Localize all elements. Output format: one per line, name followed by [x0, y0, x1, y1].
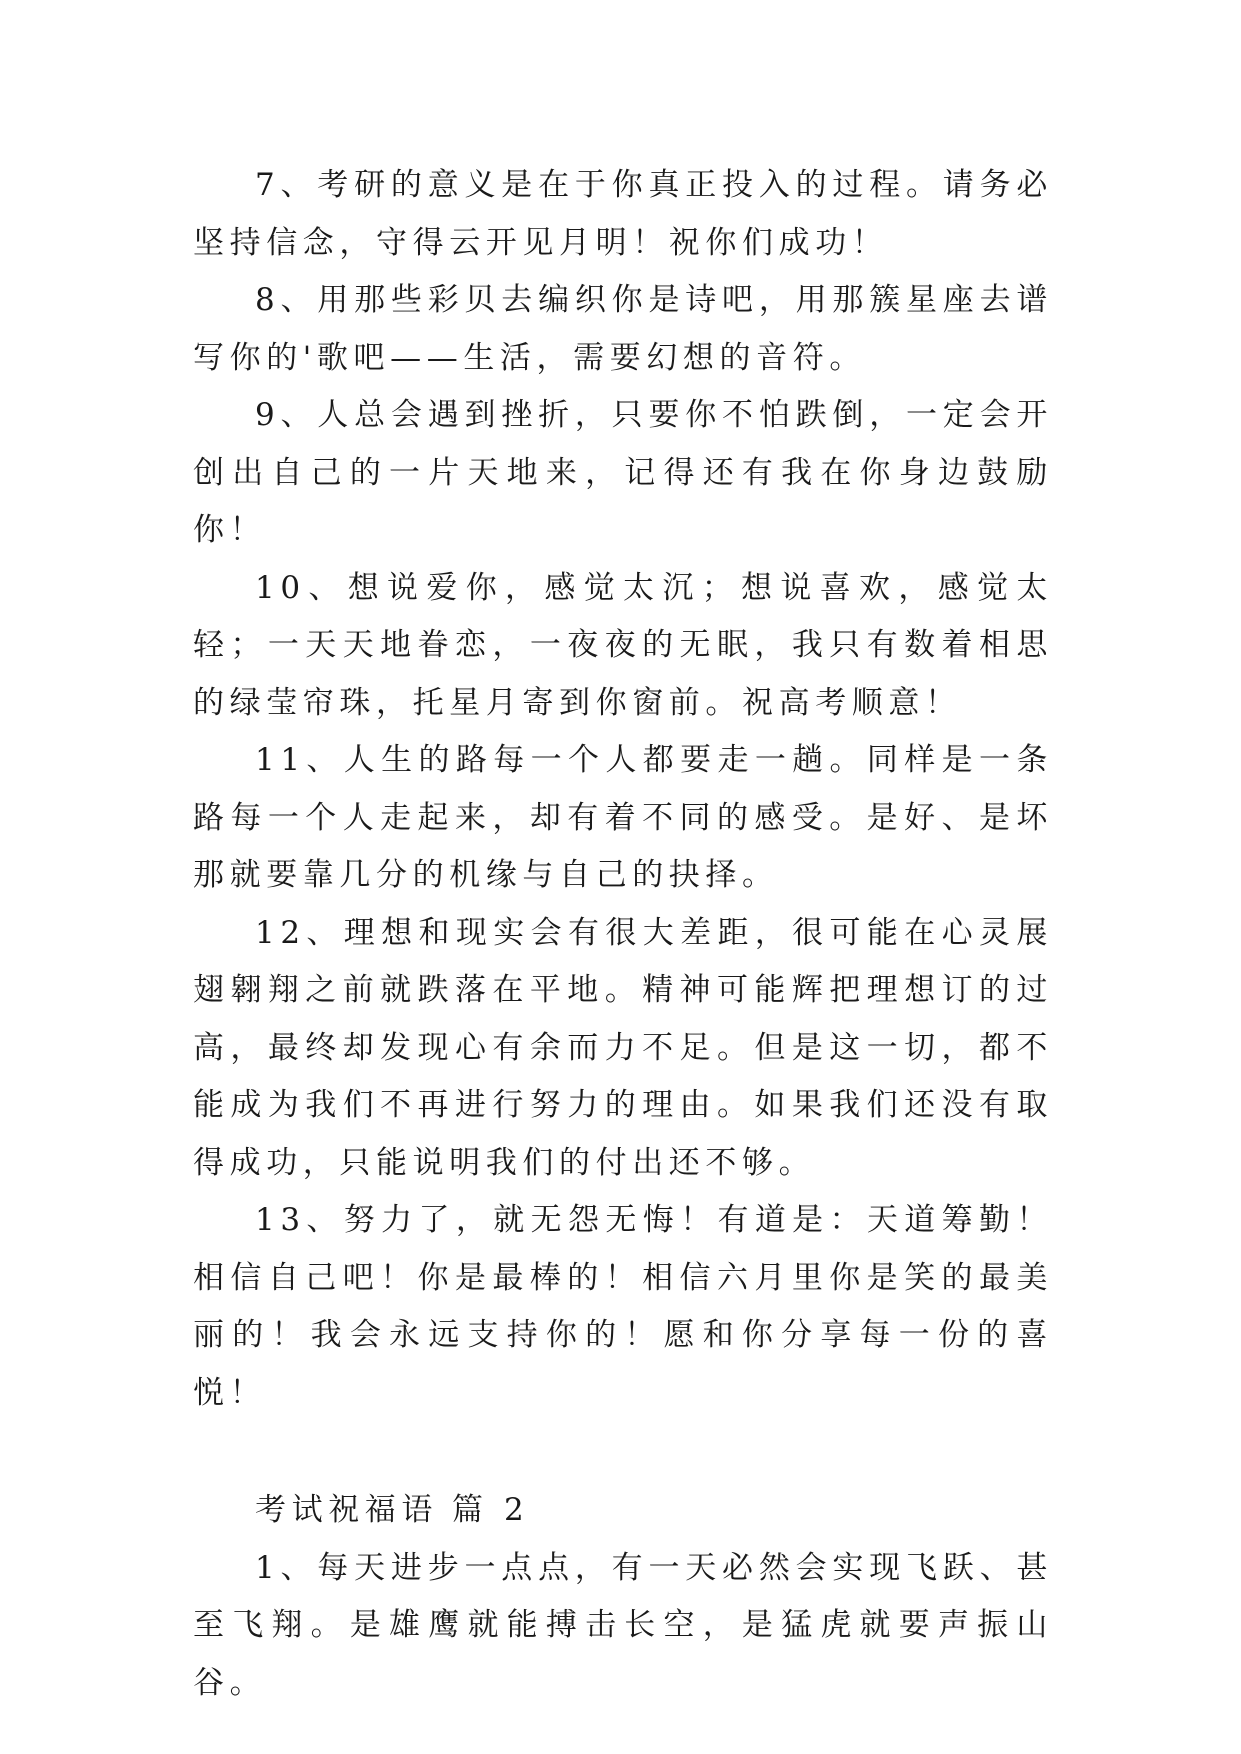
- paragraph-9: 9、人总会遇到挫折，只要你不怕跌倒，一定会开创出自己的一片天地来，记得还有我在你身边鼓励你！: [193, 397, 1053, 548]
- paragraph-11: 11、人生的路每一个人都要走一趟。同样是一条路每一个人走起来，却有着不同的感受。是好、是坏那就要靠几分的机缘与自己的抉择。: [193, 742, 1053, 893]
- paragraph-10: 10、想说爱你，感觉太沉；想说喜欢，感觉太轻；一天天地眷恋，一夜夜的无眠，我只有数着相思的绿莹帘珠，托星月寄到你窗前。祝高考顺意！: [193, 569, 1053, 721]
- paragraph-12: 12、理想和现实会有很大差距，很可能在心灵展翅翱翔之前就跌落在平地。精神可能辉把理想订的过高，最终却发现心有余而力不足。但是这一切，都不能成为我们不再进行努力的理由。如果我们还没有取得成功，只能说明我们的付出还不够。: [193, 914, 1053, 1181]
- paragraph-7: 7、考研的意义是在于你真正投入的过程。请务必坚持信念，守得云开见月明！祝你们成功！: [193, 167, 1053, 261]
- paragraph-1: 1、每天进步一点点，有一天必然会实现飞跃、甚至飞翔。是雄鹰就能搏击长空，是猛虎就要声振山谷。: [193, 1549, 1053, 1701]
- section-heading-title: 考试祝福语: [255, 1492, 438, 1528]
- document-body: [193, 157, 1053, 1712]
- paragraph-13: 13、努力了，就无怨无悔！有道是：天道筹勤！相信自己吧！你是最棒的！相信六月里你是笑的最美丽的！我会永远支持你的！愿和你分享每一份的喜悦！: [193, 1202, 1053, 1411]
- section-heading-number: 篇 2: [452, 1492, 530, 1528]
- section-heading: [193, 1482, 1053, 1540]
- paragraph-8: 8、用那些彩贝去编织你是诗吧，用那簇星座去谱写你的'歌吧——生活，需要幻想的音符。: [193, 282, 1053, 376]
